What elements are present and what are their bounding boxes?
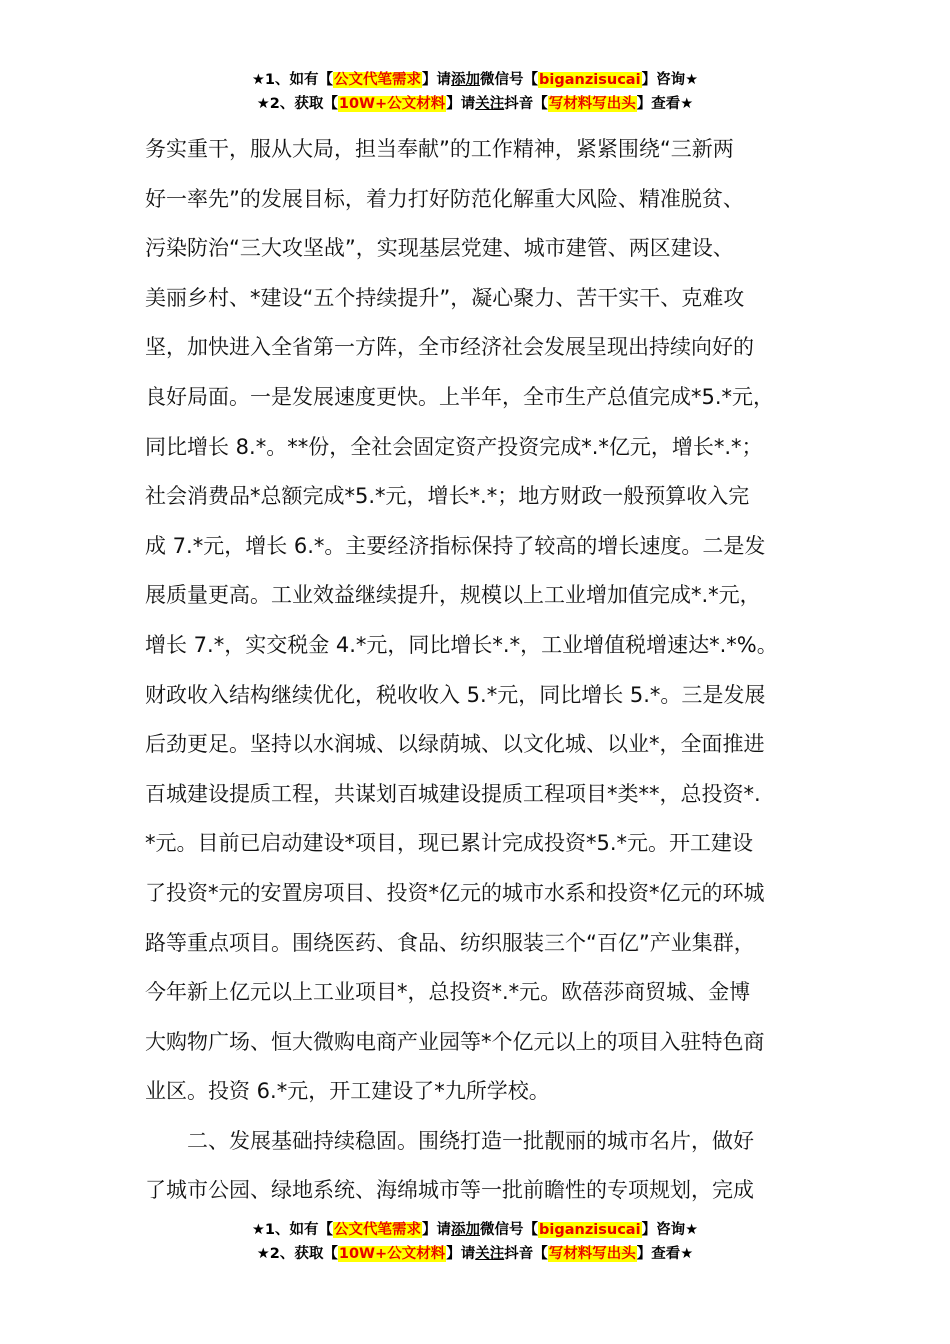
promo-highlight-materials: 10W+公文材料: [338, 1246, 446, 1262]
text-line: 业区。投资 6.*元，开工建设了*九所学校。: [145, 1079, 550, 1104]
header-promo-banner: [0, 68, 950, 116]
text-line: 百城建设提质工程，共谋划百城建设提质工程项目*类**，总投资*.: [145, 781, 761, 806]
text-line: 社会消费品*总额完成*5.*元，增长*.*；地方财政一般预算收入完: [145, 484, 750, 509]
text-line: 污染防治“三大攻坚战”，实现基层党建、城市建管、两区建设、: [145, 236, 734, 261]
text-line: 二、发展基础持续稳固。围绕打造一批靓丽的城市名片，做好: [187, 1128, 754, 1153]
promo-highlight-wechat-id: biganzisucai: [539, 1222, 641, 1238]
text-line: 增长 7.*，实交税金 4.*元，同比增长*.*，工业增值税增速达*.*%。: [145, 632, 778, 657]
text-line: 今年新上亿元以上工业项目*，总投资*.*元。欧蓓莎商贸城、金博: [145, 980, 751, 1005]
promo-highlight-douyin: 写材料写出头: [548, 1246, 636, 1262]
promo-highlight-materials: 10W+公文材料: [338, 96, 446, 112]
text-line: 了投资*元的安置房项目、投资*亿元的城市水系和投资*亿元的环城: [145, 880, 765, 905]
text-line: *元。目前已启动建设*项目，现已累计完成投资*5.*元。开工建设: [145, 831, 754, 856]
text-line: 好一率先”的发展目标，着力打好防范化解重大风险、精准脱贫、: [145, 186, 744, 211]
text-line: 务实重干，服从大局，担当奉献”的工作精神，紧紧围绕“三新两: [145, 137, 734, 161]
text-line: 成 7.*元，增长 6.*。主要经济指标保持了较高的增长速度。二是发: [145, 533, 766, 558]
text-line: 美丽乡村、*建设“五个持续提升”，凝心聚力、苦干实干、克难攻: [145, 285, 745, 310]
text-line: 良好局面。一是发展速度更快。上半年，全市生产总值完成*5.*元，: [145, 384, 775, 409]
body-paragraph-1: [145, 125, 815, 1117]
promo-highlight-service: 公文代笔需求: [334, 1222, 422, 1238]
text-line: 同比增长 8.*。**份，全社会固定资产投资完成*.*亿元，增长*.*；: [145, 434, 763, 459]
text-line: 后劲更足。坚持以水润城、以绿荫城、以文化城、以业*，全面推进: [145, 732, 765, 757]
promo-line-1: ★1、如有【公文代笔需求】请添加微信号【biganzisucai】咨询★: [251, 72, 699, 88]
promo-highlight-wechat-id: biganzisucai: [539, 72, 641, 88]
body-paragraph-2: [145, 1117, 815, 1216]
promo-line-1: ★1、如有【公文代笔需求】请添加微信号【biganzisucai】咨询★: [251, 1222, 699, 1238]
text-line: 坚，加快进入全省第一方阵，全市经济社会发展呈现出持续向好的: [145, 335, 754, 360]
promo-line-2: ★2、获取【10W+公文材料】请关注抖音【写材料写出头】查看★: [256, 1246, 694, 1262]
promo-highlight-douyin: 写材料写出头: [548, 96, 636, 112]
text-line: 展质量更高。工业效益继续提升，规模以上工业增加值完成*.*元，: [145, 583, 761, 608]
promo-highlight-service: 公文代笔需求: [334, 72, 422, 88]
text-line: 财政收入结构继续优化，税收收入 5.*元，同比增长 5.*。三是发展: [145, 682, 766, 707]
text-line: 了城市公园、绿地系统、海绵城市等一批前瞻性的专项规划，完成: [145, 1178, 754, 1203]
text-line: 大购物广场、恒大微购电商产业园等*个亿元以上的项目入驻特色商: [145, 1029, 765, 1054]
document-body: [145, 125, 815, 1216]
footer-promo-banner: [0, 1218, 950, 1266]
promo-line-2: ★2、获取【10W+公文材料】请关注抖音【写材料写出头】查看★: [256, 96, 694, 112]
text-line: 路等重点项目。围绕医药、食品、纺织服装三个“百亿”产业集群，: [145, 930, 755, 955]
